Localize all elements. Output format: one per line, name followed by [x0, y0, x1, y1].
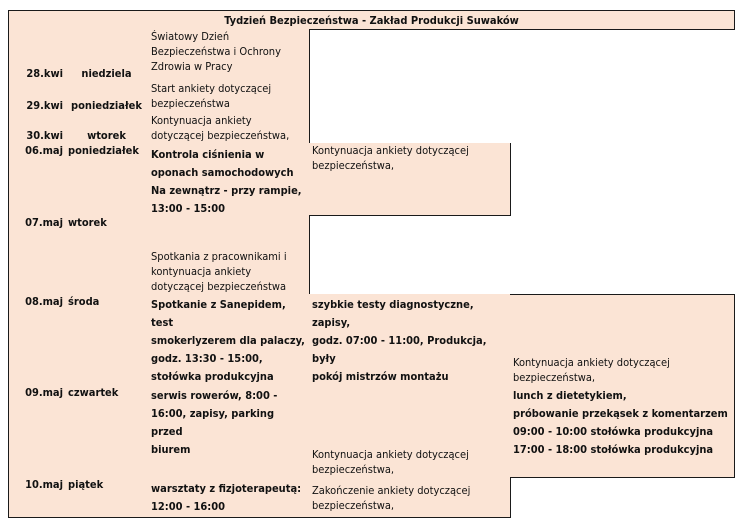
event-cell-06-maj[interactable]: Kontrola ciśnienia w oponach samochodowych Na zewnątrz - przy rampie, 13:00 - 15:00: [148, 143, 310, 216]
date-cell-10-maj[interactable]: 10.maj: [8, 477, 66, 518]
event-cell-09-maj[interactable]: serwis rowerów, 8:00 - 16:00, zapisy, parking przed biurem: [148, 385, 310, 478]
date-cell-09-maj[interactable]: 09.maj: [8, 385, 66, 478]
day-cell-09-maj[interactable]: czwartek: [65, 385, 149, 478]
event-cell-10-maj[interactable]: warsztaty z fizjoterapeutą: 12:00 - 16:00: [148, 477, 310, 518]
date-cell-08-maj[interactable]: 08.maj: [8, 294, 66, 386]
event3-cell-09-maj[interactable]: lunch z dietetykiem, próbowanie przekąsek z komentarzem 09:00 - 10:00 stołówka produkcyjna 17:00 - 18:00 stołówka produkcyjna: [510, 385, 735, 478]
sheet-title[interactable]: Tydzień Bezpieczeństwa - Zakład Produkcji Suwaków: [8, 10, 735, 30]
event2-cell-08-maj[interactable]: szybkie testy diagnostyczne, zapisy, godz. 07:00 - 11:00, Produkcja, były pokój mistrzów montażu: [309, 294, 511, 386]
event-cell-08-maj[interactable]: Spotkanie z Sanepidem, test smokerlyzerem dla palaczy, godz. 13:30 - 15:00, stołówka produkcyjna: [148, 294, 310, 386]
day-cell-28-kwi[interactable]: niedziela: [65, 29, 149, 82]
event2-cell-10-maj[interactable]: Zakończenie ankiety dotyczącej bezpieczeństwa,: [309, 477, 511, 518]
event3-cell-08-maj[interactable]: Kontynuacja ankiety dotyczącej bezpieczeństwa,: [510, 294, 735, 386]
event-cell-29-kwi[interactable]: Start ankiety dotyczącej bezpieczeństwa: [148, 81, 310, 114]
day-cell-06-maj[interactable]: poniedziałek: [65, 143, 149, 216]
date-cell-30-kwi[interactable]: 30.kwi: [8, 113, 66, 144]
date-cell-06-maj[interactable]: 06.maj: [8, 143, 66, 216]
date-cell-29-kwi[interactable]: 29.kwi: [8, 81, 66, 114]
day-cell-30-kwi[interactable]: wtorek: [65, 113, 149, 144]
day-cell-10-maj[interactable]: piątek: [65, 477, 149, 518]
date-cell-28-kwi[interactable]: 28.kwi: [8, 29, 66, 82]
event2-cell-06-maj[interactable]: Kontynuacja ankiety dotyczącej bezpieczeństwa,: [309, 143, 511, 216]
day-cell-29-kwi[interactable]: poniedziałek: [65, 81, 149, 114]
event2-cell-09-maj[interactable]: Kontynuacja ankiety dotyczącej bezpieczeństwa,: [309, 385, 511, 478]
day-cell-08-maj[interactable]: środa: [65, 294, 149, 386]
date-cell-07-maj[interactable]: 07.maj: [8, 215, 66, 295]
day-cell-07-maj[interactable]: wtorek: [65, 215, 149, 295]
event-cell-28-kwi[interactable]: Światowy Dzień Bezpieczeństwa i Ochrony Zdrowia w Pracy: [148, 29, 310, 82]
event-cell-07-maj[interactable]: Spotkania z pracownikami i kontynuacja ankiety dotyczącej bezpieczeństwa: [148, 215, 310, 295]
event-cell-30-kwi[interactable]: Kontynuacja ankiety dotyczącej bezpieczeństwa,: [148, 113, 310, 144]
